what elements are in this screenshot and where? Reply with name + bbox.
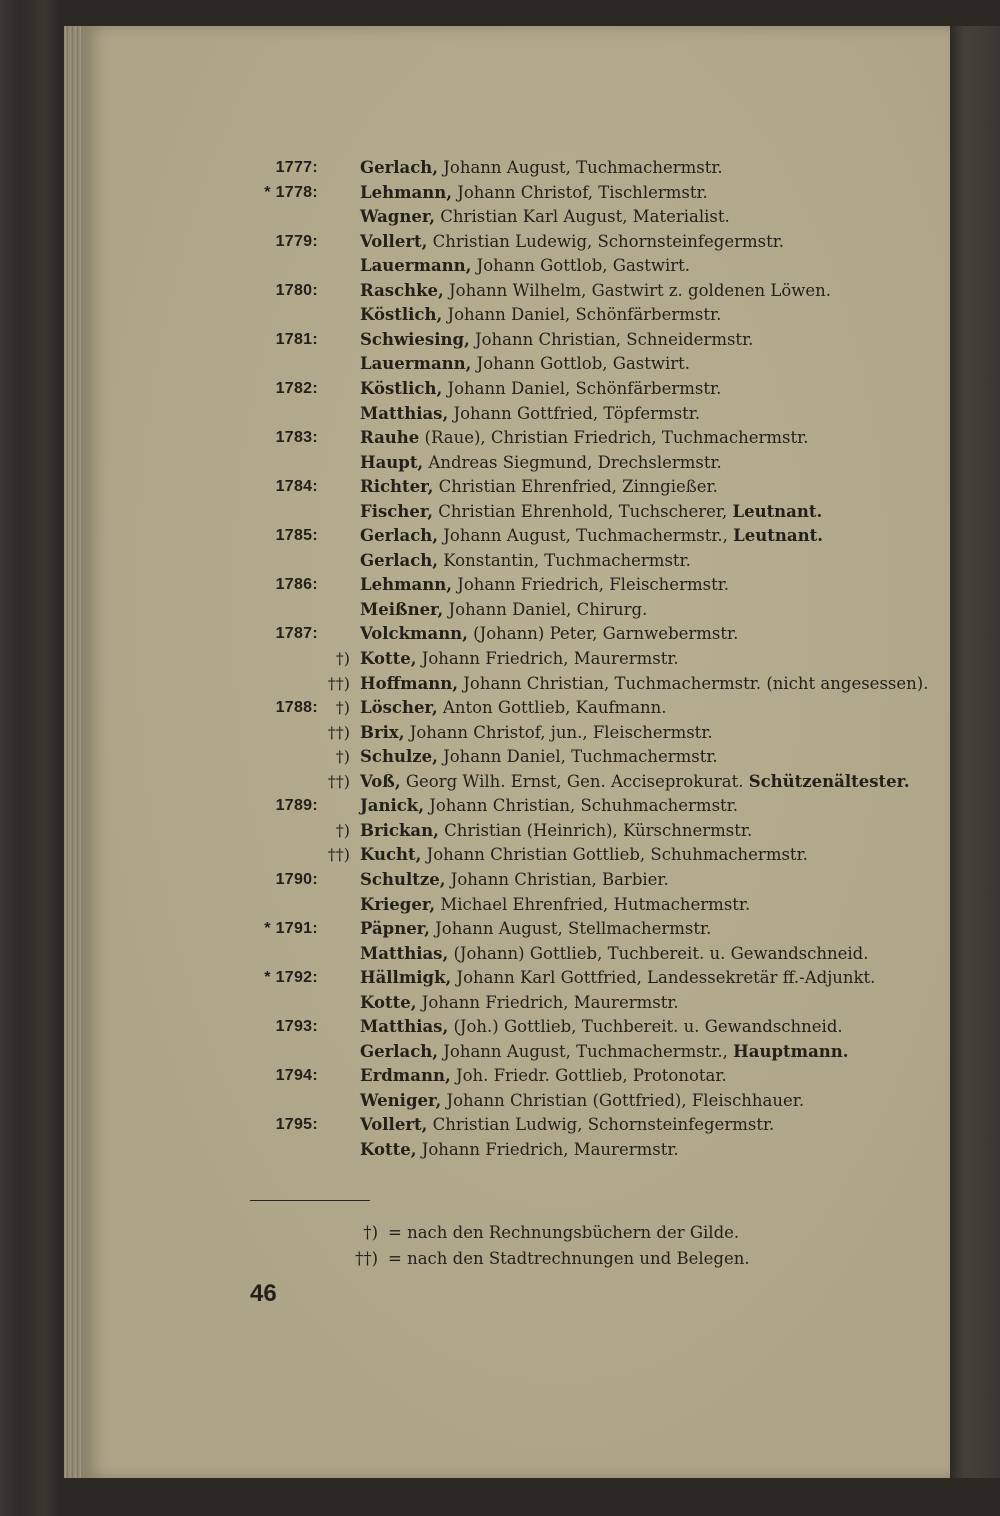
entry-row	[0, 572, 1000, 597]
entry-year: 1787:	[275, 625, 318, 643]
entry-details: Johann Friedrich, Maurermstr.	[416, 649, 679, 668]
entry-details: Johann Daniel, Schönfärbermstr.	[442, 378, 722, 398]
entry-surname: Brix,	[360, 722, 405, 742]
entry-details: Johann Christian, Tuchmachermstr. (nicht angesessen).	[458, 673, 929, 693]
entry-row	[0, 351, 1000, 376]
entry-rank: Schützenältester.	[748, 771, 910, 791]
entry-text	[360, 1137, 679, 1162]
entry-surname: Brickan,	[360, 820, 439, 840]
entry-details: Johann Friedrich, Maurermstr.	[416, 992, 679, 1012]
entry-details: Johann August, Tuchmachermstr.,	[438, 1041, 734, 1061]
entry-surname: Krieger,	[360, 894, 436, 914]
entry-row	[0, 597, 1000, 622]
entry-surname: Janick,	[360, 796, 424, 816]
entry-text	[360, 892, 750, 917]
entry-year: 1788:	[275, 699, 318, 717]
entry-details: (Raue), Christian Friedrich, Tuchmachermstr.	[419, 428, 809, 448]
entry-year: 1784:	[275, 478, 318, 496]
entry-source-mark: ††)	[327, 845, 350, 865]
entry-row	[0, 720, 1000, 745]
entry-row	[0, 180, 1000, 205]
entry-row	[0, 499, 1000, 524]
entry-surname: Lauermann,	[360, 354, 472, 374]
entry-row	[0, 155, 1000, 180]
legend-row	[0, 1220, 1000, 1246]
entry-year: 1782:	[275, 379, 318, 397]
entry-text	[360, 646, 679, 671]
entry-details: Johann Friedrich, Fleischermstr.	[451, 575, 730, 595]
entry-row	[0, 450, 1000, 475]
entry-row	[0, 204, 1000, 229]
entry-text	[360, 842, 808, 867]
entry-surname: Weniger,	[360, 1090, 442, 1110]
entry-source-mark: ††)	[327, 771, 350, 791]
entry-surname: Rauhe	[360, 428, 420, 448]
entry-row	[0, 278, 1000, 303]
entry-text	[360, 867, 669, 892]
entry-text	[360, 229, 784, 254]
entry-surname: Matthias,	[360, 403, 449, 423]
entry-surname: Lehmann,	[360, 182, 452, 202]
entry-row	[0, 1088, 1000, 1113]
entry-row	[0, 523, 1000, 548]
entry-details: Johann August, Stellmachermstr.	[429, 919, 712, 939]
entry-year: 1793:	[275, 1018, 318, 1036]
legend-symbol: ††)	[355, 1249, 378, 1268]
entry-surname: Löscher,	[360, 698, 438, 718]
entry-details: Anton Gottlieb, Kaufmann.	[437, 698, 667, 718]
entry-surname: Gerlach,	[360, 526, 439, 546]
entry-details: Johann Gottlob, Gastwirt.	[471, 256, 691, 276]
entry-surname: Fischer,	[360, 501, 434, 521]
entry-surname: Meißner,	[360, 599, 444, 619]
entry-year: 1795:	[275, 1116, 318, 1134]
entry-details: Johann August, Tuchmachermstr.,	[438, 526, 734, 546]
entry-row	[0, 376, 1000, 401]
entry-details: Johann Christof, Tischlermstr.	[451, 182, 708, 202]
entry-details: (Joh.) Gottlieb, Tuchbereit. u. Gewandschneid.	[448, 1017, 843, 1037]
entry-text	[360, 1014, 843, 1039]
entry-text	[360, 1063, 727, 1088]
entry-surname: Matthias,	[360, 943, 449, 963]
entry-text	[360, 1039, 849, 1064]
entry-year: 1790:	[275, 870, 318, 888]
entry-details: Christian Ehrenfried, Zinngießer.	[433, 477, 718, 497]
entry-details: Johann Friedrich, Maurermstr.	[416, 1140, 679, 1159]
entry-row	[0, 818, 1000, 843]
entry-row	[0, 1039, 1000, 1064]
entry-surname: Köstlich,	[360, 378, 443, 398]
entry-text	[360, 720, 713, 745]
entry-surname: Kotte,	[360, 649, 417, 668]
entry-text	[360, 671, 928, 696]
entry-text	[360, 401, 700, 426]
entry-surname: Wagner,	[360, 207, 436, 227]
entry-text	[360, 990, 679, 1015]
entry-text	[360, 965, 875, 990]
entry-details: Johann Karl Gottfried, Landessekretär ff.-Adjunkt.	[451, 968, 876, 988]
entry-source-mark: †)	[335, 747, 350, 767]
entry-details: Johann Christian, Barbier.	[445, 869, 669, 889]
entry-text	[360, 155, 723, 180]
entry-row	[0, 1063, 1000, 1088]
entry-surname: Richter,	[360, 477, 434, 497]
entry-surname: Vollert,	[360, 231, 428, 251]
entry-details: Johann Christian Gottlieb, Schuhmachermstr.	[421, 845, 808, 865]
entry-row	[0, 695, 1000, 720]
entry-year: * 1791:	[264, 920, 318, 938]
entry-details: Konstantin, Tuchmachermstr.	[438, 550, 691, 570]
entry-details: Andreas Siegmund, Drechslermstr.	[423, 452, 722, 472]
entry-details: (Johann) Gottlieb, Tuchbereit. u. Gewandschneid.	[448, 943, 869, 963]
entry-source-mark: ††)	[327, 722, 350, 742]
entry-row	[0, 990, 1000, 1015]
entry-surname: Hällmigk,	[360, 968, 452, 988]
entry-year: 1780:	[275, 281, 318, 299]
entry-details: Johann Christian, Schuhmachermstr.	[424, 796, 738, 816]
entry-text	[360, 769, 910, 794]
entry-details: Christian Ehrenhold, Tuchscherer,	[433, 501, 733, 521]
entry-year: * 1792:	[264, 969, 318, 987]
entry-row	[0, 425, 1000, 450]
entry-source-mark: †)	[335, 649, 350, 668]
entry-text	[360, 818, 752, 843]
entry-rank: Hauptmann.	[733, 1041, 849, 1061]
entry-surname: Voß,	[360, 771, 401, 791]
entry-year: 1785:	[275, 527, 318, 545]
entry-details: Johann Christof, jun., Fleischermstr.	[404, 722, 713, 742]
entry-source-mark: †)	[335, 820, 350, 840]
entry-surname: Schulze,	[360, 747, 438, 767]
entry-row	[0, 892, 1000, 917]
entry-text	[360, 572, 729, 597]
entry-text	[360, 744, 718, 769]
entry-text	[360, 597, 647, 622]
entry-text	[360, 523, 823, 548]
entry-row	[0, 842, 1000, 867]
entry-row	[0, 1137, 1000, 1162]
entry-details: (Johann) Peter, Garnwebermstr.	[467, 624, 739, 644]
entry-source-mark: †)	[335, 698, 350, 718]
entry-text	[360, 425, 808, 450]
entry-year: 1781:	[275, 330, 318, 348]
entry-text	[360, 450, 722, 475]
entry-year: 1794:	[275, 1067, 318, 1085]
entry-surname: Kucht,	[360, 845, 422, 865]
entry-text	[360, 916, 711, 941]
entry-text	[360, 793, 738, 818]
entry-surname: Matthias,	[360, 1017, 449, 1037]
entry-surname: Vollert,	[360, 1115, 428, 1135]
entry-surname: Hoffmann,	[360, 673, 459, 693]
entry-details: Christian Ludewig, Schornsteinfegermstr.	[427, 231, 785, 251]
entry-surname: Kotte,	[360, 992, 417, 1012]
entry-text	[360, 1112, 774, 1137]
entry-text	[360, 253, 690, 278]
entry-text	[360, 351, 690, 376]
entry-row	[0, 671, 1000, 696]
entry-row	[0, 548, 1000, 573]
entry-details: Johann Daniel, Tuchmachermstr.	[437, 747, 718, 767]
entry-row	[0, 1014, 1000, 1039]
entry-details: Georg Wilh. Ernst, Gen. Acciseprokurat.	[400, 771, 749, 791]
entry-row	[0, 793, 1000, 818]
entry-year: 1777:	[275, 159, 318, 176]
page-number: 46	[250, 1280, 277, 1307]
entry-surname: Gerlach,	[360, 1041, 439, 1061]
entry-details: Johann Christian, Schneidermstr.	[469, 329, 754, 349]
entry-text	[360, 548, 691, 573]
entry-surname: Päpner,	[360, 919, 430, 939]
entry-row	[0, 253, 1000, 278]
entry-surname: Lauermann,	[360, 256, 472, 276]
entry-text	[360, 1088, 804, 1113]
entry-rank: Leutnant.	[733, 526, 823, 546]
entry-surname: Gerlach,	[360, 550, 439, 570]
entry-row	[0, 327, 1000, 352]
entry-text	[360, 278, 831, 303]
entry-details: Johann Gottlob, Gastwirt.	[471, 354, 691, 374]
legend-symbol: †)	[363, 1223, 378, 1242]
entry-details: Johann Christian (Gottfried), Fleischhauer.	[441, 1090, 805, 1110]
entry-details: Johann Daniel, Chirurg.	[443, 599, 648, 619]
entry-row	[0, 302, 1000, 327]
entry-surname: Lehmann,	[360, 575, 452, 595]
entry-text	[360, 376, 721, 401]
entry-details: Johann Gottfried, Töpfermstr.	[448, 403, 701, 423]
entry-details: Christian Ludwig, Schornsteinfegermstr.	[427, 1115, 775, 1135]
entry-text	[360, 941, 868, 966]
entry-row	[0, 744, 1000, 769]
footnote-rule	[250, 1200, 370, 1201]
legend-text: = nach den Stadtrechnungen und Belegen.	[388, 1249, 750, 1268]
entry-source-mark: ††)	[327, 673, 350, 693]
entry-row	[0, 474, 1000, 499]
entry-details: Christian Karl August, Materialist.	[435, 207, 730, 227]
entry-row	[0, 941, 1000, 966]
entry-text	[360, 204, 730, 229]
entry-details: Joh. Friedr. Gottlieb, Protonotar.	[450, 1066, 727, 1086]
entry-surname: Schultze,	[360, 869, 446, 889]
entry-row	[0, 916, 1000, 941]
entry-text	[360, 180, 708, 205]
entry-year: 1786:	[275, 576, 318, 594]
entry-details: Johann August, Tuchmachermstr.	[438, 158, 723, 177]
entry-text	[360, 695, 667, 720]
entry-text	[360, 327, 753, 352]
entry-year: * 1778:	[264, 183, 318, 201]
entry-surname: Raschke,	[360, 280, 444, 300]
entry-year: 1783:	[275, 429, 318, 447]
entry-text	[360, 302, 721, 327]
entry-row	[0, 229, 1000, 254]
entry-details: Johann Daniel, Schönfärbermstr.	[442, 305, 722, 325]
entry-surname: Köstlich,	[360, 305, 443, 325]
entry-year: 1789:	[275, 797, 318, 815]
entry-row	[0, 769, 1000, 794]
entry-surname: Haupt,	[360, 452, 424, 472]
entry-surname: Schwiesing,	[360, 329, 470, 349]
entry-text	[360, 474, 718, 499]
entry-details: Christian (Heinrich), Kürschnermstr.	[438, 820, 753, 840]
entry-row	[0, 1112, 1000, 1137]
entry-surname: Erdmann,	[360, 1066, 451, 1086]
entry-year: 1779:	[275, 232, 318, 250]
entry-row	[0, 965, 1000, 990]
entry-row	[0, 867, 1000, 892]
legend-row	[0, 1246, 1000, 1272]
entry-text	[360, 621, 738, 646]
entry-surname: Gerlach,	[360, 158, 439, 177]
entry-rank: Leutnant.	[732, 501, 823, 521]
legend-text: = nach den Rechnungsbüchern der Gilde.	[388, 1223, 740, 1242]
entry-row	[0, 646, 1000, 671]
entry-row	[0, 401, 1000, 426]
entry-details: Michael Ehrenfried, Hutmachermstr.	[435, 894, 751, 914]
entry-text	[360, 499, 822, 524]
entry-surname: Volckmann,	[360, 624, 468, 644]
entry-details: Johann Wilhelm, Gastwirt z. goldenen Löwen.	[443, 280, 832, 300]
entry-row	[0, 621, 1000, 646]
entry-surname: Kotte,	[360, 1140, 417, 1159]
